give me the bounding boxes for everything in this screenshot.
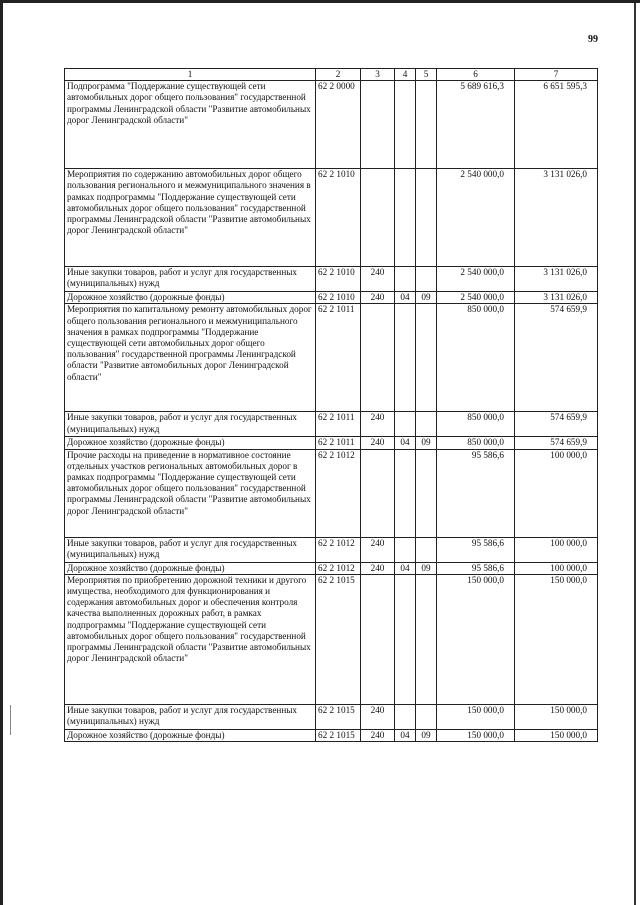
- scan-border-right: [634, 3, 636, 905]
- row-rz-cell: [395, 449, 416, 537]
- scan-mark: [10, 705, 11, 735]
- row-amount-1-cell: 150 000,0: [437, 704, 515, 729]
- row-name-cell: Мероприятия по приобретению дорожной техники и другого имущества, необходимого для функционирования и содержания автомобильных дорог и обеспечения контроля качества выполненных дорожных работ, в рамках подпрограммы "Поддержание существующей сети автомобильных дорог общего пользования" государственной программы Ленинградской области "Развитие автомобильных дорог Ленинградской области": [65, 574, 316, 704]
- row-vr-cell: [361, 169, 395, 267]
- row-pr-cell: [416, 449, 437, 537]
- scan-border-top: [0, 0, 640, 3]
- table-row: [65, 449, 598, 537]
- row-pr-cell: 09: [416, 562, 437, 574]
- row-pr-cell: [416, 81, 437, 169]
- row-amount-1-cell: 2 540 000,0: [437, 169, 515, 267]
- row-rz-cell: [395, 169, 416, 267]
- row-code-cell: 62 2 1011: [316, 437, 361, 449]
- row-amount-1-cell: 95 586,6: [437, 537, 515, 562]
- table-row: [65, 292, 598, 304]
- row-code-cell: 62 2 1010: [316, 169, 361, 267]
- row-code-cell: 62 2 1010: [316, 292, 361, 304]
- budget-table: [64, 68, 598, 742]
- column-header: 4: [395, 69, 416, 81]
- row-vr-cell: 240: [361, 267, 395, 292]
- row-name-cell: Мероприятия по содержанию автомобильных дорог общего пользования регионального и межмуниципального значения в рамках подпрограммы "Поддержание существующей сети автомобильных дорог общего пользования" государственной программы Ленинградской области "Развитие автомобильных дорог Ленинградской области": [65, 169, 316, 267]
- row-amount-2-cell: 150 000,0: [515, 729, 598, 741]
- row-amount-2-cell: 574 659,9: [515, 437, 598, 449]
- row-vr-cell: 240: [361, 537, 395, 562]
- row-name-cell: Дорожное хозяйство (дорожные фонды): [65, 729, 316, 741]
- row-amount-1-cell: 150 000,0: [437, 574, 515, 704]
- row-amount-2-cell: 6 651 595,3: [515, 81, 598, 169]
- row-vr-cell: 240: [361, 729, 395, 741]
- row-rz-cell: 04: [395, 562, 416, 574]
- row-pr-cell: [416, 704, 437, 729]
- row-vr-cell: [361, 304, 395, 412]
- row-amount-2-cell: 3 131 026,0: [515, 267, 598, 292]
- row-pr-cell: [416, 267, 437, 292]
- row-code-cell: 62 2 1011: [316, 412, 361, 437]
- row-pr-cell: 09: [416, 292, 437, 304]
- row-amount-1-cell: 150 000,0: [437, 729, 515, 741]
- row-amount-1-cell: 850 000,0: [437, 304, 515, 412]
- row-amount-2-cell: 3 131 026,0: [515, 169, 598, 267]
- row-rz-cell: [395, 304, 416, 412]
- row-name-cell: Иные закупки товаров, работ и услуг для государственных (муниципальных) нужд: [65, 704, 316, 729]
- table-row: [65, 267, 598, 292]
- column-header: 2: [316, 69, 361, 81]
- row-amount-1-cell: 2 540 000,0: [437, 267, 515, 292]
- row-rz-cell: [395, 574, 416, 704]
- row-rz-cell: [395, 704, 416, 729]
- row-vr-cell: [361, 81, 395, 169]
- row-amount-2-cell: 100 000,0: [515, 449, 598, 537]
- row-rz-cell: 04: [395, 292, 416, 304]
- table-row: [65, 537, 598, 562]
- row-rz-cell: 04: [395, 729, 416, 741]
- table-row: [65, 729, 598, 741]
- row-name-cell: Подпрограмма "Поддержание существующей сети автомобильных дорог общего пользования" государственной программы Ленинградской области "Развитие автомобильных дорог Ленинградской области": [65, 81, 316, 169]
- table-row: [65, 562, 598, 574]
- row-vr-cell: [361, 449, 395, 537]
- row-vr-cell: 240: [361, 562, 395, 574]
- row-amount-1-cell: 95 586,6: [437, 449, 515, 537]
- row-code-cell: 62 2 0000: [316, 81, 361, 169]
- row-rz-cell: [395, 537, 416, 562]
- table-row: [65, 169, 598, 267]
- row-name-cell: Мероприятия по капитальному ремонту автомобильных дорог общего пользования регионального и межмуниципального значения в рамках подпрограммы "Поддержание существующей сети автомобильных дорог общего пользования" государственной программы Ленинградской области "Развитие автомобильных дорог Ленинградской области": [65, 304, 316, 412]
- row-pr-cell: [416, 169, 437, 267]
- row-name-cell: Иные закупки товаров, работ и услуг для государственных (муниципальных) нужд: [65, 267, 316, 292]
- row-code-cell: 62 2 1012: [316, 449, 361, 537]
- row-name-cell: Прочие расходы на приведение в нормативное состояние отдельных участков региональных автомобильных дорог в рамках подпрограммы "Поддержание существующей сети автомобильных дорог общего пользования" государственной программы Ленинградской области "Развитие автомобильных дорог Ленинградской области": [65, 449, 316, 537]
- table-header-row: [65, 69, 598, 81]
- row-pr-cell: [416, 304, 437, 412]
- row-amount-1-cell: 2 540 000,0: [437, 292, 515, 304]
- row-amount-1-cell: 850 000,0: [437, 412, 515, 437]
- row-vr-cell: 240: [361, 704, 395, 729]
- row-pr-cell: 09: [416, 437, 437, 449]
- table-row: [65, 412, 598, 437]
- row-pr-cell: [416, 574, 437, 704]
- row-amount-2-cell: 150 000,0: [515, 704, 598, 729]
- table-row: [65, 574, 598, 704]
- row-code-cell: 62 2 1015: [316, 574, 361, 704]
- table-row: [65, 81, 598, 169]
- row-name-cell: Дорожное хозяйство (дорожные фонды): [65, 562, 316, 574]
- column-header: 3: [361, 69, 395, 81]
- row-amount-1-cell: 95 586,6: [437, 562, 515, 574]
- column-header: 6: [437, 69, 515, 81]
- row-amount-2-cell: 574 659,9: [515, 304, 598, 412]
- column-header: 7: [515, 69, 598, 81]
- row-pr-cell: [416, 412, 437, 437]
- row-name-cell: Дорожное хозяйство (дорожные фонды): [65, 437, 316, 449]
- row-rz-cell: 04: [395, 437, 416, 449]
- table-row: [65, 437, 598, 449]
- row-code-cell: 62 2 1015: [316, 704, 361, 729]
- row-code-cell: 62 2 1012: [316, 562, 361, 574]
- row-vr-cell: 240: [361, 437, 395, 449]
- row-pr-cell: 09: [416, 729, 437, 741]
- column-header: 5: [416, 69, 437, 81]
- scan-border-left: [0, 0, 3, 905]
- table-body: [65, 69, 598, 742]
- row-amount-1-cell: 850 000,0: [437, 437, 515, 449]
- row-vr-cell: [361, 574, 395, 704]
- row-name-cell: Иные закупки товаров, работ и услуг для государственных (муниципальных) нужд: [65, 412, 316, 437]
- row-name-cell: Иные закупки товаров, работ и услуг для государственных (муниципальных) нужд: [65, 537, 316, 562]
- row-pr-cell: [416, 537, 437, 562]
- row-code-cell: 62 2 1010: [316, 267, 361, 292]
- row-name-cell: Дорожное хозяйство (дорожные фонды): [65, 292, 316, 304]
- row-amount-2-cell: 100 000,0: [515, 562, 598, 574]
- row-code-cell: 62 2 1011: [316, 304, 361, 412]
- row-rz-cell: [395, 267, 416, 292]
- table-row: [65, 304, 598, 412]
- row-rz-cell: [395, 412, 416, 437]
- row-amount-1-cell: 5 689 616,3: [437, 81, 515, 169]
- row-amount-2-cell: 150 000,0: [515, 574, 598, 704]
- page-number: 99: [588, 34, 598, 45]
- row-amount-2-cell: 100 000,0: [515, 537, 598, 562]
- row-vr-cell: 240: [361, 412, 395, 437]
- row-amount-2-cell: 574 659,9: [515, 412, 598, 437]
- row-amount-2-cell: 3 131 026,0: [515, 292, 598, 304]
- table-row: [65, 704, 598, 729]
- row-code-cell: 62 2 1012: [316, 537, 361, 562]
- column-header: 1: [65, 69, 316, 81]
- row-rz-cell: [395, 81, 416, 169]
- row-vr-cell: 240: [361, 292, 395, 304]
- row-code-cell: 62 2 1015: [316, 729, 361, 741]
